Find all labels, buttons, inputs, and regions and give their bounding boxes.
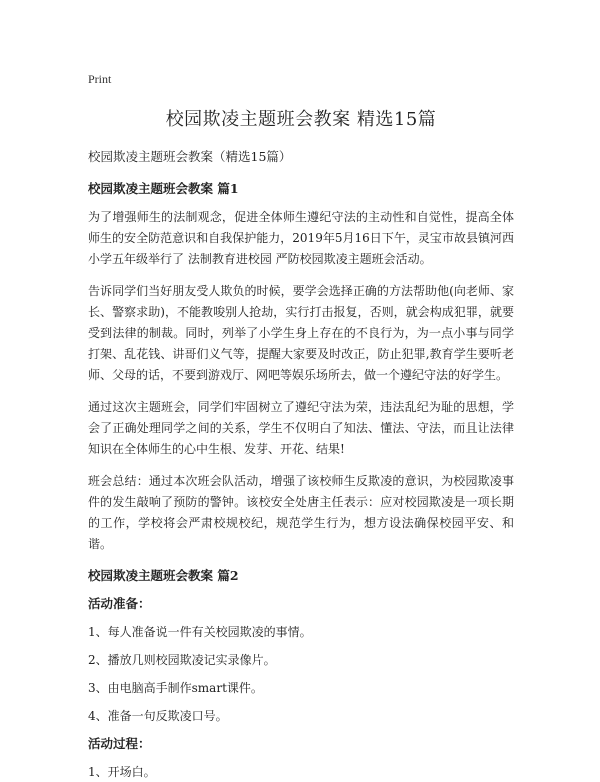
activity-prep-heading: 活动准备： (88, 596, 151, 611)
document-subtitle: 校园欺凌主题班会教案（精选15篇） (88, 149, 292, 164)
print-link[interactable]: Print (88, 72, 112, 86)
section-2-heading: 校园欺凌主题班会教案 篇2 (88, 568, 239, 583)
section-1-heading: 校园欺凌主题班会教案 篇1 (88, 181, 239, 196)
prep-item: 2、播放几则校园欺凌记实录像片。 (88, 653, 276, 667)
page-title: 校园欺凌主题班会教案 精选15篇 (165, 109, 437, 130)
prep-item: 1、每人准备说一件有关校园欺凌的事情。 (88, 625, 312, 639)
prep-item: 4、准备一句反欺凌口号。 (88, 709, 228, 723)
section-1-paragraph: 通过这次主题班会，同学们牢固树立了遵纪守法为荣，违法乱纪为耻的思想，学会了正确处理同学之间的关系，学生不仅明白了知法、懂法、守法，而且让法律知识在全体师生的心中生根、发芽、开花、结果! (88, 400, 514, 456)
section-1-paragraph: 告诉同学们当好朋友受人欺负的时候，要学会选择正确的方法帮助他(向老师、家长、警察求助)，不能教唆别人抢劫，实行打击报复，否则，就会构成犯罪，就要受到法律的制裁。同时，列举了小学生身上存在的不良行为，为一点小事与同学打架、乱花钱、讲哥们义气等，提醒大家要及时改正，防止犯罪,教育学生要听老师、父母的话，不要到游戏厅、网吧等娱乐场所去，做一个遵纪守法的好学生。 (88, 284, 514, 382)
section-1-paragraph: 班会总结：通过本次班会队活动，增强了该校师生反欺凌的意识，为校园欺凌事件的发生敲响了预防的警钟。该校安全处唐主任表示：应对校园欺凌是一项长期的工作，学校将会严肃校规校纪，规范学生行为，想方设法确保校园平安、和谐。 (88, 474, 514, 551)
prep-item: 3、由电脑高手制作smart课件。 (88, 681, 263, 695)
activity-process-heading: 活动过程： (88, 736, 151, 751)
process-item: 1、开场白。 (88, 765, 156, 779)
section-1-paragraph: 为了增强师生的法制观念，促进全体师生遵纪守法的主动性和自觉性，提高全体师生的安全防范意识和自我保护能力，2019年5月16日下午，灵宝市故县镇河西小学五年级举行了 法制教育进校园 严防校园欺凌主题班会活动。 (88, 210, 514, 266)
